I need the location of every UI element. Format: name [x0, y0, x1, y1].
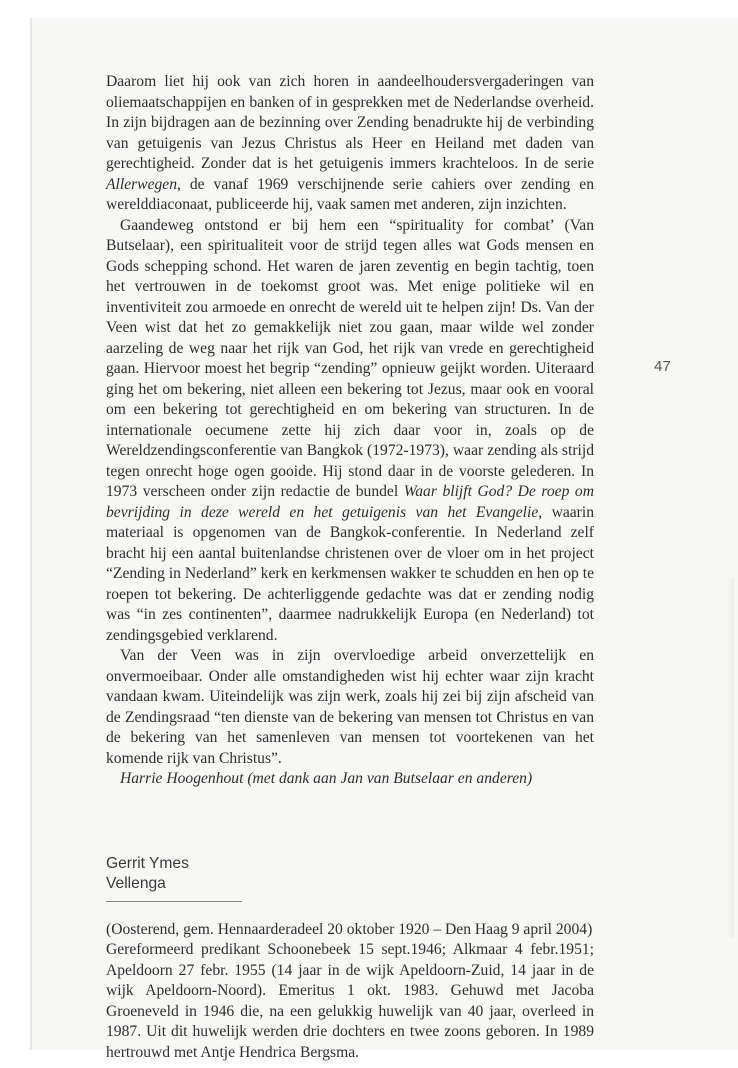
paragraph-1	[106, 72, 594, 216]
life-dates: (Oosterend, gem. Hennaarderadeel 20 oktober 1920 – Den Haag 9 april 2004)	[106, 920, 593, 938]
page-number: 47	[654, 358, 671, 375]
paragraph-2-text-b: , waarin materiaal is opgenomen van de Bangkok-conferentie. In Nederland zelf bracht hij een aantal buitenlandse christenen over de vloer om in het project “Zending in Nederland” kerk en kerkmensen wakker te schudden en hen op te roepen tot bekering. De achterliggende gedachte was dat er zending nodig was “in zes continenten”, daarmee nadrukkelijk Europa (en Nederland) tot zendingsgebied verklarend.	[106, 503, 594, 644]
author-signature: Harrie Hoogenhout (met dank aan Jan van Butselaar en anderen)	[120, 770, 533, 787]
page-shadow	[726, 578, 734, 938]
paragraph-2	[106, 216, 594, 647]
spacer	[106, 902, 594, 920]
paragraph-1-text-a: Daarom liet hij ook van zich horen in aandeelhoudersvergaderingen van oliemaatschappijen en banken of in gesprekken met de Nederlandse overheid. In zijn bijdragen aan de bezinning over Zending benadrukte hij de verbinding van getuigenis van Jezus Christus als Heer en Heiland met daden van gerechtigheid. Zonder dat is het getuigenis immers krachteloos. In de serie	[106, 73, 594, 172]
paragraph-1-text-b: , de vanaf 1969 verschijnende serie cahiers over zending en werelddiaconaat, publiceerde hij, vaak samen met anderen, zijn inzichten.	[106, 175, 594, 213]
paragraph-3: Van der Veen was in zijn overvloedige arbeid onverzettelijk en onvermoeibaar. Onder alle omstandigheden wist hij echter waar zijn kracht vandaan kwam. Uiteindelijk was zijn werk, zoals hij zei bij zijn afscheid van de Zendingsraad “ten dienste van de bekering van mensen tot Christus en van de bekering van het samenleven van mensen tot voortekenen van het komende rijk van Christus”.	[106, 647, 594, 767]
book-title: Waar blijft God? De roep om bevrijding in deze wereld en het getuigenis van het Evangelie	[106, 483, 594, 521]
paragraph-2-text-a: Gaandeweg ontstond er bij hem een “spirituality for combat’ (Van Butselaar), een spiritualiteit voor de strijd tegen alles wat Gods mensen en Gods schepping schond. Het waren de jaren zeventig en begin tachtig, toen het vertrouwen in de toekomst groot was. Met enige politieke wil en inventiviteit zou armoede en onrecht de wereld uit te helpen zijn! Ds. Van der Veen wist dat het zo gemakkelijk niet zou gaan, maar wilde wel zonder aarzeling de weg naar het rijk van God, het rijk van vrede en gerechtigheid gaan. Hiervoor moest het begrip “zending” opnieuw geijkt worden. Uiteraard ging het om bekering, niet alleen een bekering tot Jezus, maar ook en vooral om een bekering tot gerechtigheid en om bekering van structuren. In de internationale oecumene zette hij zich daar voor in, zoals op de Wereldzendingsconferentie van Bangkok (1972-1973), waar zending als strijd tegen onrecht hoge ogen gooide. Hij stond daar in de voorste gelederen. In 1973 verscheen onder zijn redactie de bundel	[106, 216, 594, 500]
page-text	[106, 72, 594, 1063]
series-title: Allerwegen	[106, 175, 178, 193]
section-heading: Gerrit Ymes Vellenga	[106, 854, 242, 902]
biography-paragraph: Gereformeerd predikant Schoonebeek 15 sept.1946; Alkmaar 4 febr.1951; Apeldoorn 27 febr. 1955 (14 jaar in de wijk Apeldoorn-Zuid, 14 jaar in de wijk Apeldoorn-Noord). Emeritus 1 okt. 1983. Gehuwd met Jacoba Groeneveld in 1946 die, na een gelukkig huwelijk van 40 jaar, overleed in 1987. Uit dit huwelijk werden drie dochters en twee zoons geboren. In 1989 hertrouwd met Antje Hendrica Bergsma.	[106, 941, 594, 1061]
